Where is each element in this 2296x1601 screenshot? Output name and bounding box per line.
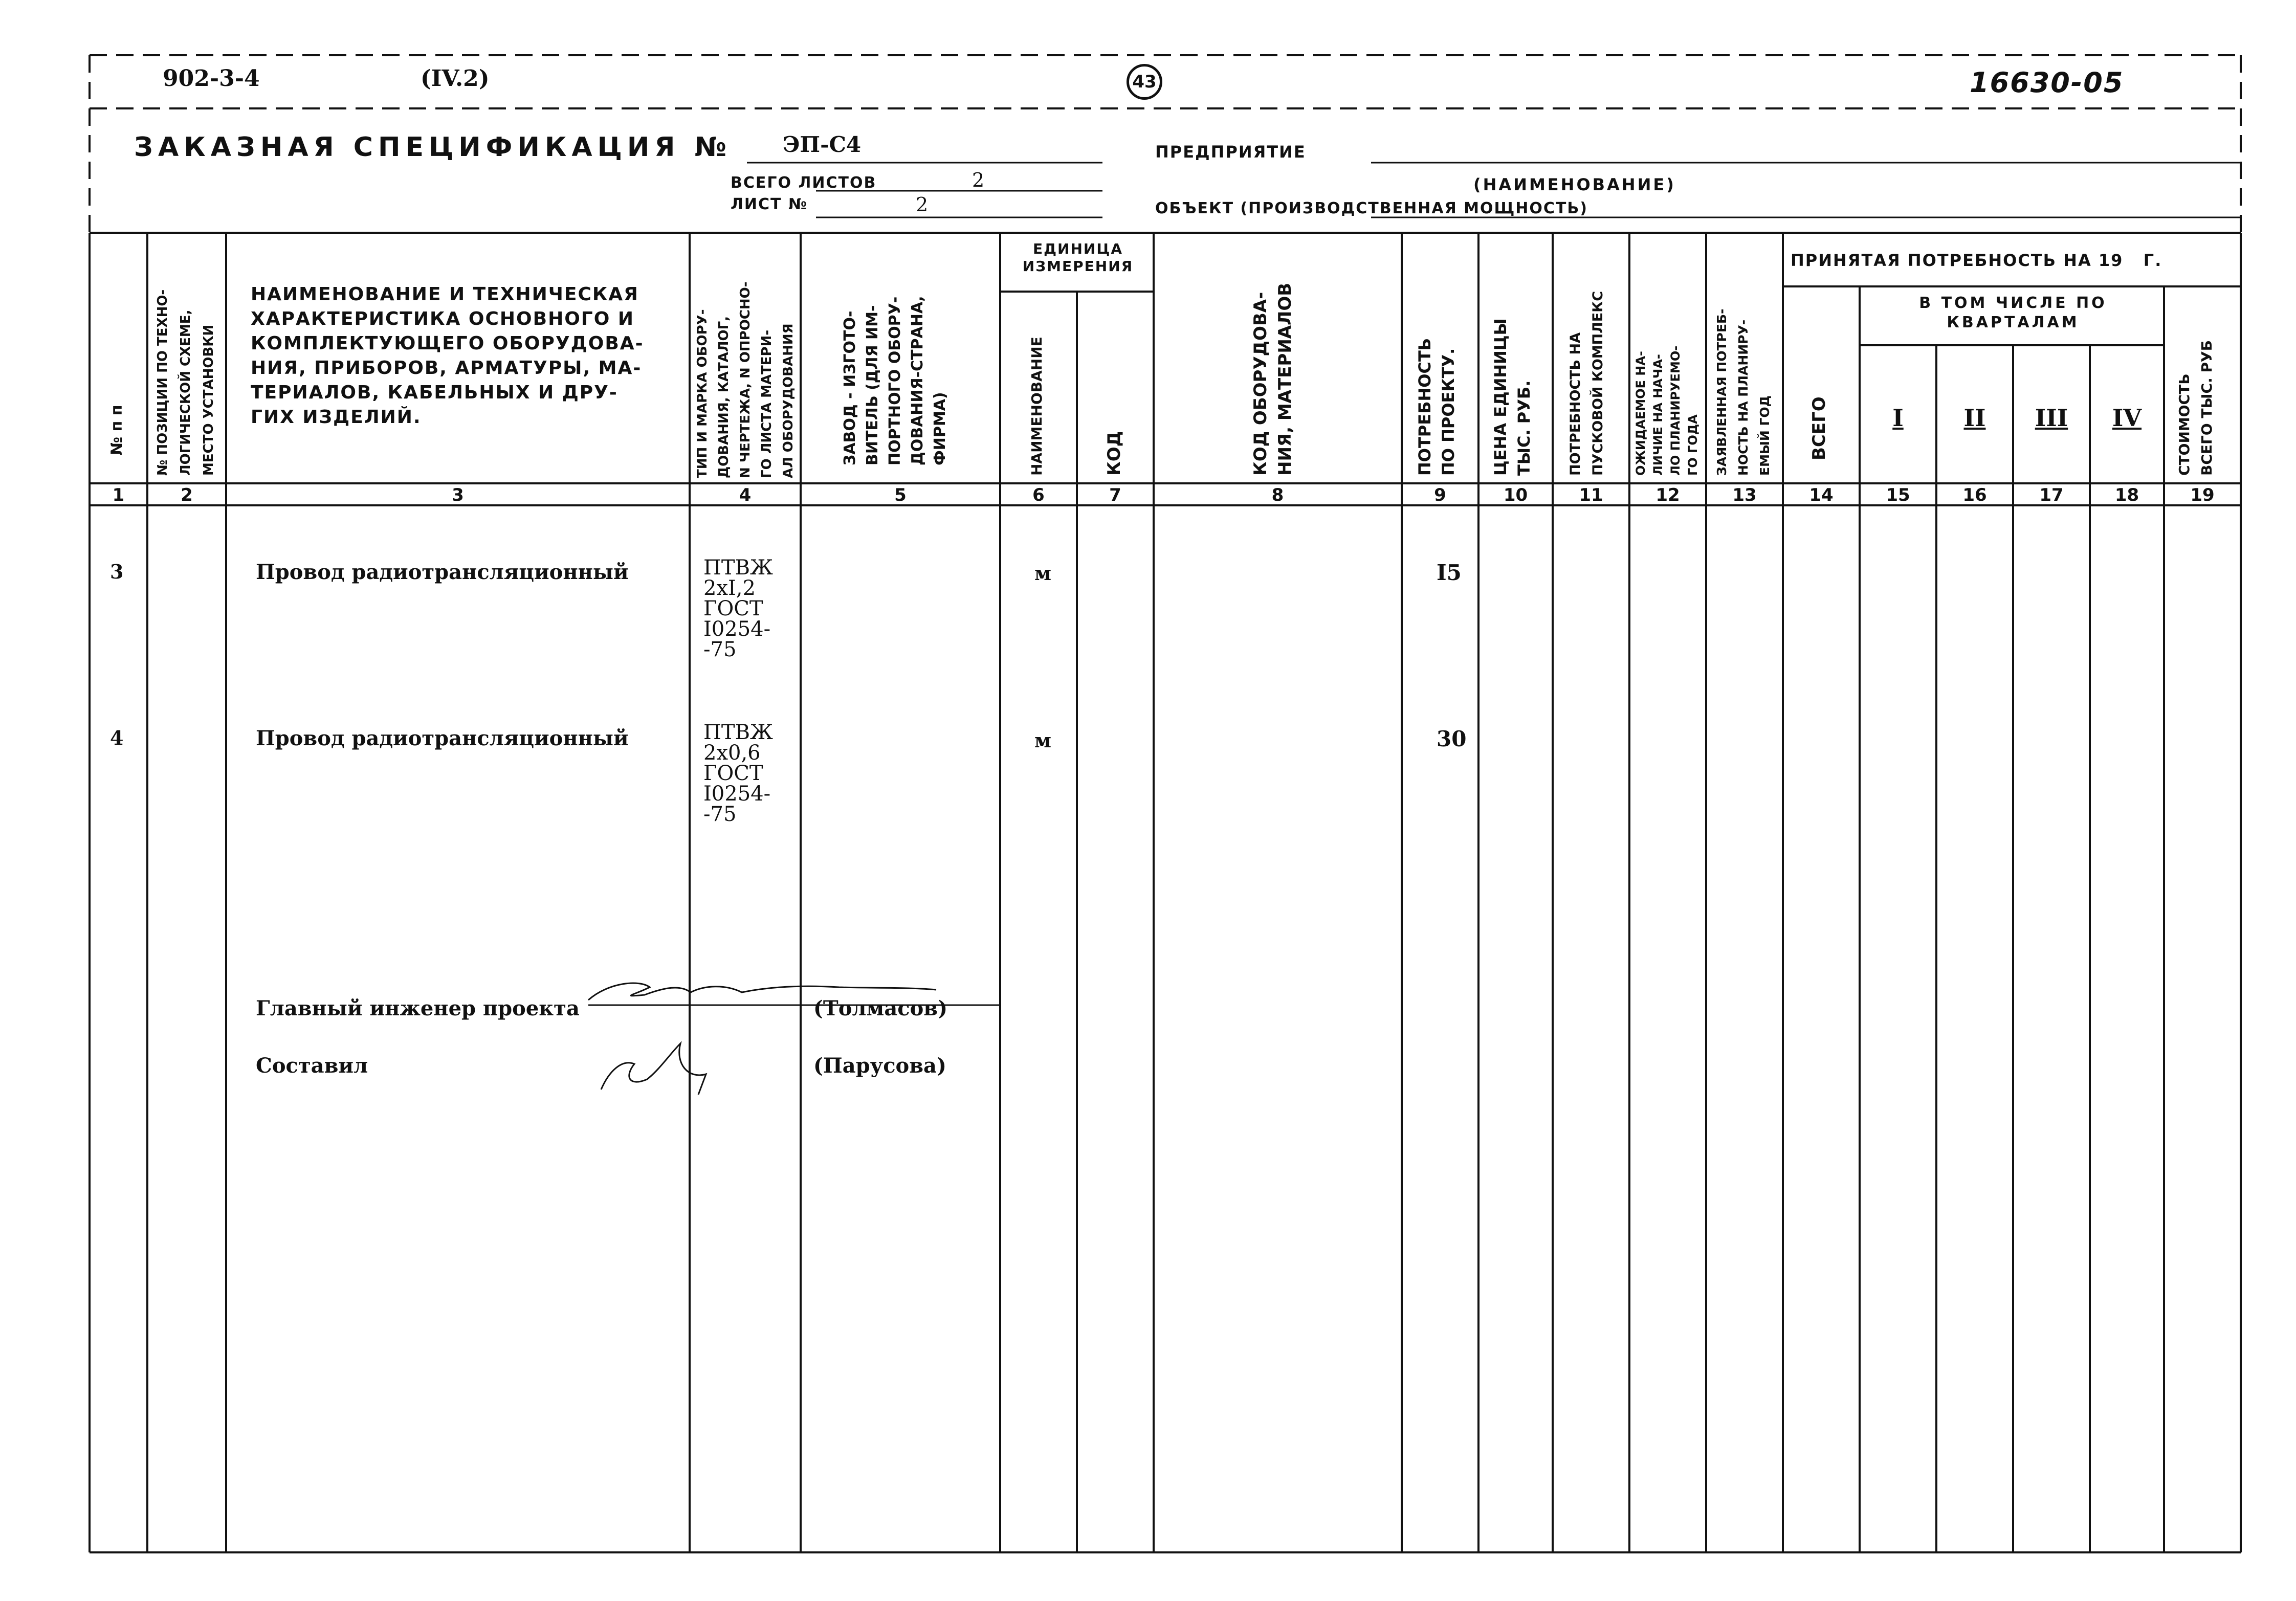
- col17-header: III: [2035, 404, 2068, 432]
- col2-header: № ПОЗИЦИИ ПО ТЕХНО- ЛОГИЧЕСКОЙ СХЕМЕ, МЕСТО УСТАНОВКИ: [155, 289, 216, 476]
- col3-line: КОМПЛЕКТУЮЩЕГО ОБОРУДОВА-: [251, 333, 644, 354]
- compiler-label: Составил: [256, 1054, 368, 1078]
- col4-header: ТИП И МАРКА ОБОРУ- ДОВАНИЯ, КАТАЛОГ, N ЧЕРТЕЖА, N ОПРОСНО- ГО ЛИСТА МАТЕРИ- АЛ ОБОРУДОВАНИЯ: [695, 281, 796, 478]
- row-name: Провод радиотрансляционный: [256, 726, 629, 750]
- column-number: 14: [1809, 485, 1834, 505]
- row-type-line: 2х0,6: [703, 741, 761, 765]
- chief-engineer-label: Главный инженер проекта: [256, 996, 580, 1020]
- row-type-line: I0254-: [703, 782, 771, 806]
- document-code: 16630-05: [1970, 66, 2124, 99]
- total-sheets-value: 2: [972, 169, 985, 191]
- column-number: 6: [1032, 485, 1045, 505]
- sheet-value: 2: [916, 193, 929, 216]
- column-number: 12: [1655, 485, 1680, 505]
- page-number: 43: [1132, 72, 1157, 92]
- unit-group-header: ЕДИНИЦА ИЗМЕРЕНИЯ: [1022, 240, 1134, 275]
- col14-header: ВСЕГО: [1809, 396, 1829, 460]
- spec-number: ЭП-С4: [783, 132, 862, 157]
- row-type-line: ГОСТ: [703, 762, 763, 785]
- row-quantity: I5: [1437, 560, 1462, 585]
- row-type-line: I0254-: [703, 617, 771, 641]
- chief-engineer-name: (Толмасов): [813, 996, 947, 1020]
- column-number: 8: [1271, 485, 1284, 505]
- column-number: 17: [2039, 485, 2064, 505]
- row-type-line: -75: [703, 638, 737, 661]
- column-number: 5: [894, 485, 907, 505]
- quarter-group-header: В ТОМ ЧИСЛЕ ПО КВАРТАЛАМ: [1919, 294, 2107, 331]
- col1-header: № п п: [108, 405, 126, 455]
- column-number: 1: [112, 485, 125, 505]
- row-type-line: 2хI,2: [703, 576, 756, 600]
- spec-title: ЗАКАЗНАЯ СПЕЦИФИКАЦИЯ №: [134, 132, 732, 163]
- col12-header: ОЖИДАЕМОЕ НА- ЛИЧИЕ НА НАЧА- ЛО ПЛАНИРУЕМО- ГО ГОДА: [1633, 345, 1700, 476]
- total-sheets-label: ВСЕГО ЛИСТОВ: [731, 174, 877, 192]
- column-number: 2: [181, 485, 193, 505]
- column-number: 19: [2190, 485, 2215, 505]
- row-type-line: ГОСТ: [703, 597, 763, 620]
- row-unit: м: [1034, 562, 1052, 585]
- col18-header: IV: [2112, 404, 2142, 432]
- column-number: 15: [1886, 485, 1910, 505]
- row-name: Провод радиотрансляционный: [256, 560, 629, 584]
- col9-header: ПОТРЕБНОСТЬ ПО ПРОЕКТУ.: [1415, 338, 1458, 476]
- sheet-label: ЛИСТ №: [731, 195, 808, 213]
- col3-header: [251, 282, 644, 430]
- col16-header: II: [1963, 404, 1986, 432]
- col8-header: КОД ОБОРУДОВА- НИЯ, МАТЕРИАЛОВ: [1250, 282, 1295, 476]
- row-position: 4: [110, 726, 124, 749]
- row-type-line: ПТВЖ: [703, 556, 773, 580]
- object-label: ОБЪЕКТ (ПРОИЗВОДСТВЕННАЯ МОЩНОСТЬ): [1155, 199, 1588, 217]
- series-code: 902-3-4: [163, 65, 260, 92]
- col10-header: ЦЕНА ЕДИНИЦЫ ТЫС. РУБ.: [1491, 318, 1534, 476]
- row-type: [703, 558, 773, 660]
- col3-line: НАИМЕНОВАНИЕ И ТЕХНИЧЕСКАЯ: [251, 284, 639, 305]
- album-code: (IV.2): [421, 65, 490, 92]
- column-number: 4: [739, 485, 752, 505]
- column-number: 3: [452, 485, 464, 505]
- column-number: 13: [1732, 485, 1757, 505]
- col7-header: КОД: [1104, 431, 1124, 476]
- column-number: 9: [1434, 485, 1446, 505]
- col15-header: I: [1892, 404, 1904, 432]
- col3-line: ХАРАКТЕРИСТИКА ОСНОВНОГО И: [251, 308, 635, 329]
- col3-line: ТЕРИАЛОВ, КАБЕЛЬНЫХ И ДРУ-: [251, 382, 618, 403]
- column-number: 10: [1503, 485, 1528, 505]
- col3-line: ГИХ ИЗДЕЛИЙ.: [251, 407, 422, 428]
- column-number: 18: [2114, 485, 2139, 505]
- column-number: 11: [1579, 485, 1603, 505]
- column-number: 7: [1109, 485, 1121, 505]
- col11-header: ПОТРЕБНОСТЬ НА ПУСКОВОЙ КОМПЛЕКС: [1568, 291, 1606, 476]
- page-number-circle: [1127, 64, 1162, 100]
- row-quantity: 30: [1437, 726, 1467, 751]
- col6-header: НАИМЕНОВАНИЕ: [1028, 337, 1045, 476]
- enterprise-label: ПРЕДПРИЯТИЕ: [1155, 142, 1306, 162]
- column-number: 16: [1962, 485, 1987, 505]
- col19-header: СТОИМОСТЬ ВСЕГО ТЫС. РУБ: [2176, 340, 2215, 476]
- col3-line: НИЯ, ПРИБОРОВ, АРМАТУРЫ, МА-: [251, 358, 642, 379]
- row-position: 3: [110, 560, 124, 583]
- row-type: [703, 722, 773, 825]
- col5-header: ЗАВОД - ИЗГОТО- ВИТЕЛЬ (ДЛЯ ИМ- ПОРТНОГО ОБОРУ- ДОВАНИЯ-СТРАНА, ФИРМА): [841, 296, 949, 465]
- accepted-group-header: ПРИНЯТАЯ ПОТРЕБНОСТЬ НА 19 Г.: [1791, 251, 2162, 270]
- col13-header: ЗАЯВЛЕННАЯ ПОТРЕБ- НОСТЬ НА ПЛАНИРУ- ЕМЫЙ ГОД: [1714, 308, 1772, 476]
- row-unit: м: [1034, 729, 1052, 752]
- row-type-line: -75: [703, 803, 737, 826]
- name-caption: (НАИМЕНОВАНИЕ): [1473, 175, 1676, 194]
- compiler-name: (Парусова): [813, 1054, 946, 1078]
- row-type-line: ПТВЖ: [703, 721, 773, 744]
